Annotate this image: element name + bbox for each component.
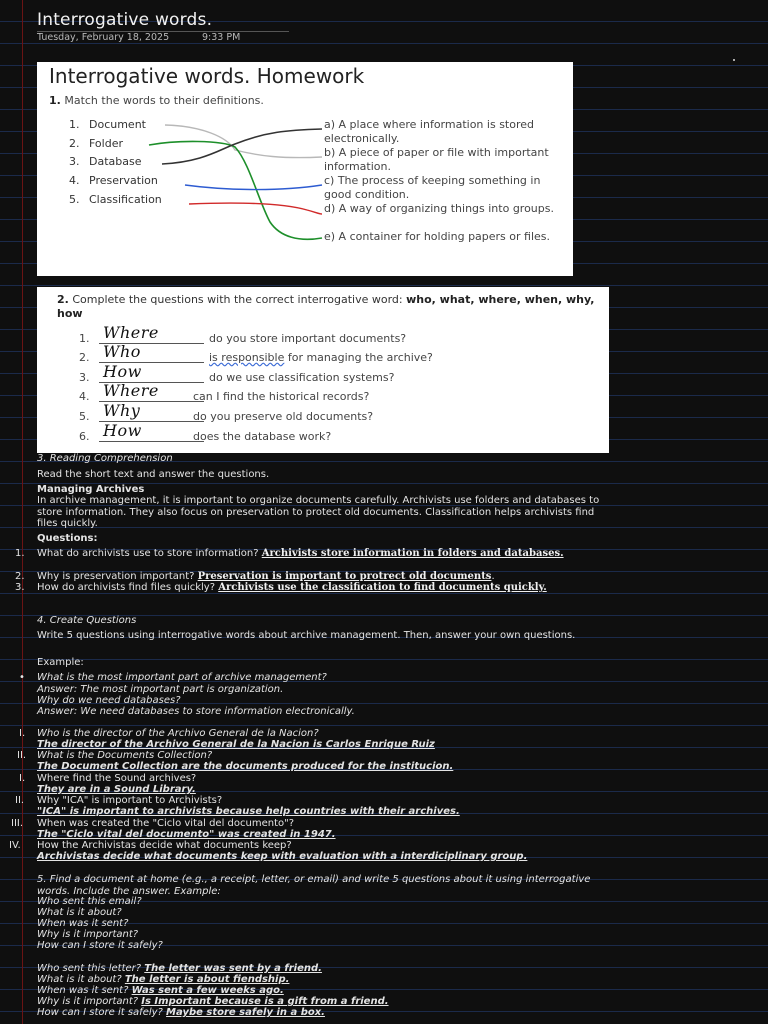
bullet: • <box>19 672 25 683</box>
handwritten-answer: Where <box>103 381 159 400</box>
document-qa[interactable]: How can I store it safely? Maybe store safely in a box. <box>37 1007 325 1018</box>
answer-text: Is Important because is a gift from a friend. <box>141 996 389 1007</box>
homework-image-fill-in[interactable]: 2. Complete the questions with the correct interrogative word: who, what, where, when, why, how 1. Where do you store important documents? 2. Who is responsible for managing the archive? 3. How do we use classification systems? 4. Where can I find the historical records? 5. Why do you preserve old documents? 6. How does the database work? <box>37 287 609 453</box>
handwritten-answer: How <box>103 362 142 381</box>
definition-a: a) A place where information is stored electronically. <box>324 118 534 145</box>
list-number: I. <box>19 773 26 784</box>
handwritten-answer: Where <box>103 323 159 342</box>
section-4-heading[interactable]: 4. Create Questions <box>37 615 137 626</box>
list-number: IV. <box>9 840 21 851</box>
example-line[interactable]: What is it about? <box>37 907 122 918</box>
reading-text[interactable]: In archive management, it is important to organize documents carefully. Archivists use folders and databases to store information. They also focus on preservation to protect old documents. Classification helps archivists find files quickly. <box>37 495 600 529</box>
reading-title[interactable]: Managing Archives <box>37 484 145 495</box>
list-number: I. <box>19 728 26 739</box>
example-line[interactable]: Why is it important? <box>37 929 139 940</box>
questions-label[interactable]: Questions: <box>37 533 98 544</box>
term-preservation: 4. Preservation <box>69 174 158 187</box>
handwritten-answer: Why <box>103 401 141 420</box>
reading-question-3[interactable]: How do archivists find files quickly? Archivists use the classification to find documents quickly. <box>37 582 547 593</box>
document-qa[interactable]: Why is it important? Is Important because is a gift from a friend. <box>37 996 389 1007</box>
notebook-margin-line <box>22 0 23 1024</box>
created-question[interactable]: What is the Documents Collection? <box>37 750 213 761</box>
list-number: II. <box>15 795 25 806</box>
list-number: II. <box>17 750 27 761</box>
section-4-instruction[interactable]: Write 5 questions using interrogative words about archive management. Then, answer your own questions. <box>37 630 576 641</box>
match-line-folder <box>149 141 322 239</box>
answer-text: The letter was sent by a friend. <box>144 963 322 974</box>
list-number: 2. <box>15 571 25 582</box>
match-line-preservation <box>185 185 322 190</box>
example-line[interactable]: Answer: The most important part is organization. <box>37 684 284 695</box>
list-number: 1. <box>15 548 25 559</box>
page-title[interactable]: Interrogative words. <box>37 10 213 30</box>
answer-text: The letter is about fiendship. <box>124 974 290 985</box>
created-answer[interactable]: They are in a Sound Library. <box>37 784 196 795</box>
example-line[interactable]: Answer: We need databases to store information electronically. <box>37 706 355 717</box>
matching-lines <box>37 62 573 276</box>
spellcheck-squiggle: is responsible <box>209 351 285 364</box>
created-answer[interactable]: The director of the Archivo General de la Nacion is Carlos Enrique Ruiz <box>37 739 435 750</box>
match-line-database <box>162 129 322 164</box>
reading-question-1[interactable]: What do archivists use to store information? Archivists store information in folders and databases. <box>37 548 564 559</box>
created-answer[interactable]: The Document Collection are the documents produced for the institucion. <box>37 761 454 772</box>
document-qa[interactable]: What is it about? The letter is about fiendship. <box>37 974 290 985</box>
created-question[interactable]: Why "ICA" is important to Archivists? <box>37 795 223 806</box>
reading-question-2[interactable]: Why is preservation important? Preservation is important to protrect old documents. <box>37 571 495 582</box>
created-question[interactable]: How the Archivistas decide what documents keep? <box>37 840 292 851</box>
term-database: 3. Database <box>69 155 142 168</box>
definition-d: d) A way of organizing things into groups. <box>324 202 554 215</box>
section-3-heading[interactable]: 3. Reading Comprehension <box>37 453 173 464</box>
created-question[interactable]: Where find the Sound archives? <box>37 773 197 784</box>
definition-e: e) A container for holding papers or files. <box>324 230 551 243</box>
definition-b: b) A piece of paper or file with important information. <box>324 146 549 173</box>
answer-text: Preservation is important to protrect old documents <box>197 571 492 582</box>
section-3-instruction[interactable]: Read the short text and answer the questions. <box>37 469 270 480</box>
created-question[interactable]: When was created the "Ciclo vital del documento"? <box>37 818 295 829</box>
created-answer[interactable]: The "Ciclo vital del documento" was created in 1947. <box>37 829 336 840</box>
list-number: 3. <box>15 582 25 593</box>
homework-title: Interrogative words. Homework <box>49 64 365 88</box>
example-line[interactable]: How can I store it safely? <box>37 940 163 951</box>
section-5-instruction[interactable]: 5. Find a document at home (e.g., a receipt, letter, or email) and write 5 questions about it using interrogative words. Include the answer. Example: <box>37 874 591 897</box>
term-classification: 5. Classification <box>69 193 162 206</box>
term-folder: 2. Folder <box>69 137 123 150</box>
example-label[interactable]: Example: <box>37 657 84 668</box>
document-qa[interactable]: When was it sent? Was sent a few weeks ago. <box>37 985 284 996</box>
definition-c: c) The process of keeping something in good condition. <box>324 174 541 201</box>
match-line-classification <box>189 203 322 214</box>
example-line[interactable]: What is the most important part of archive management? <box>37 672 327 683</box>
page-date: Tuesday, February 18, 2025 <box>37 32 170 43</box>
page-time: 9:33 PM <box>202 32 241 43</box>
created-answer[interactable]: Archivistas decide what documents keep with evaluation with a interdiciplinary group. <box>37 851 528 862</box>
answer-text: Maybe store safely in a box. <box>166 1007 325 1018</box>
handwritten-answer: Who <box>103 342 141 361</box>
answer-text: Archivists use the classification to find documents quickly. <box>218 582 547 593</box>
stray-dot <box>733 59 735 61</box>
exercise-2-instruction: 2. Complete the questions with the correct interrogative word: who, what, where, when, why, how <box>57 293 595 320</box>
created-answer[interactable]: "ICA" is important to archivists because help countries with their archives. <box>37 806 460 817</box>
homework-image-matching[interactable] <box>37 62 573 276</box>
document-qa[interactable]: Who sent this letter? The letter was sent by a friend. <box>37 963 322 974</box>
created-question[interactable]: Who is the director of the Archivo General de la Nacion? <box>37 728 319 739</box>
term-document: 1. Document <box>69 118 146 131</box>
example-line[interactable]: When was it sent? <box>37 918 129 929</box>
example-line[interactable]: Why do we need databases? <box>37 695 181 706</box>
answer-text: Archivists store information in folders and databases. <box>261 548 564 559</box>
handwritten-answer: How <box>103 421 142 440</box>
answer-text: Was sent a few weeks ago. <box>131 985 284 996</box>
example-line[interactable]: Who sent this email? <box>37 896 142 907</box>
list-number: III. <box>11 818 24 829</box>
exercise-1-instruction: 1. Match the words to their definitions. <box>49 94 264 107</box>
